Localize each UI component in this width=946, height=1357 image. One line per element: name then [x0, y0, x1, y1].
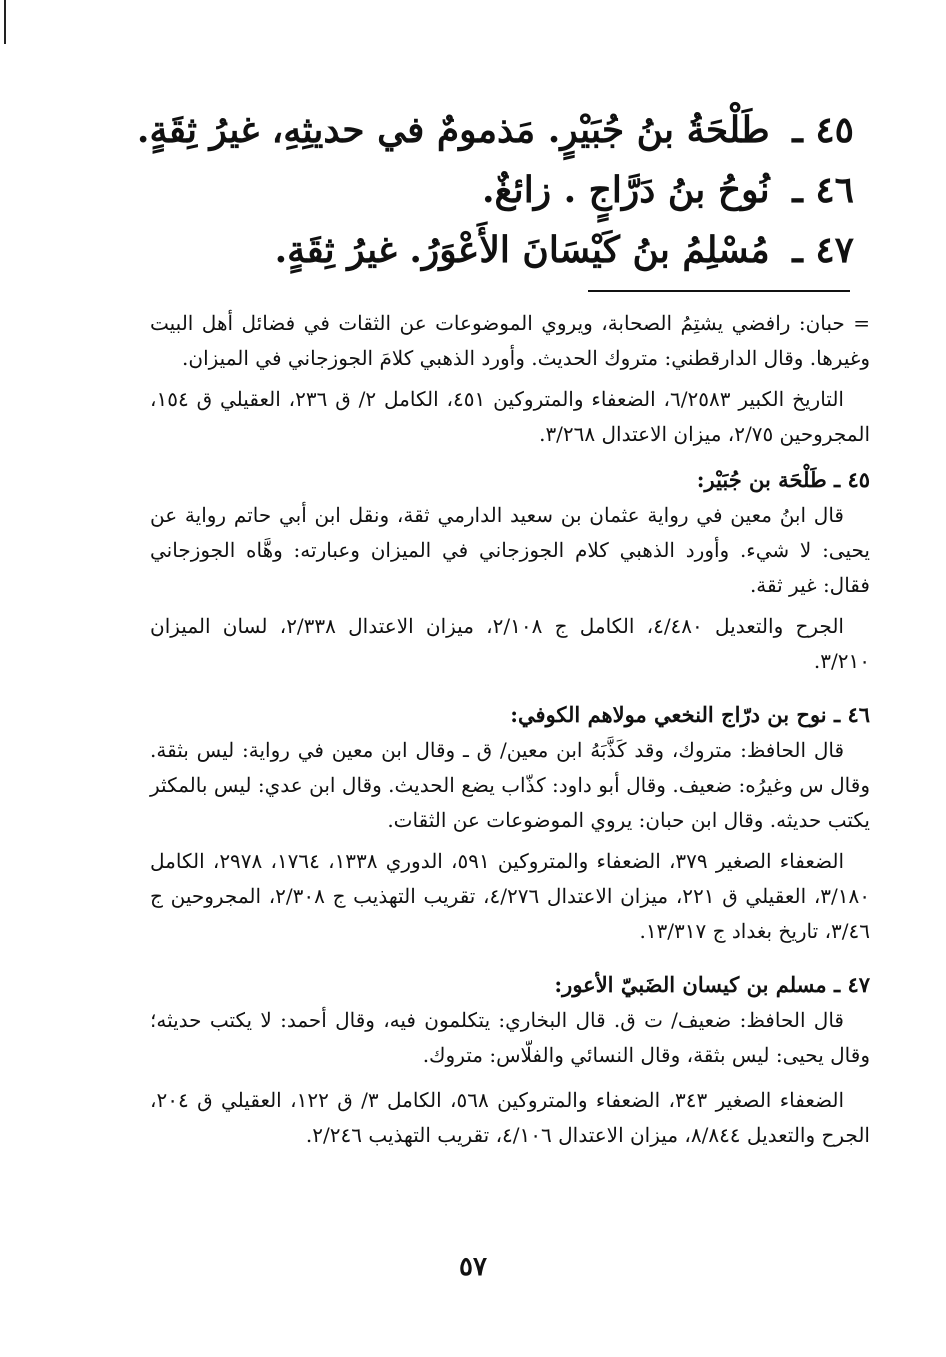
footnote-heading: ٤٦ ـ نوح بن درّاج النخعي مولاهم الكوفي:: [510, 702, 870, 727]
footnote-paragraph: قال الحافظ: ضعيف/ ت ق. قال البخاري: يتكلمون فيه، وقال أحمد: لا يكتب حديثه؛ وقال يحيى: ليس بثقة، وقال النسائي والفلّاس: متروك.: [150, 1008, 870, 1067]
entry-number: ٤٥ ـ: [792, 109, 854, 151]
footnote-references: الضعفاء الصغير ٣٤٣، الضعفاء والمتروكين ٥٦٨، الكامل ٣/ ق ١٢٢، العقيلي ق ٢٠٤، الجرح والتعديل ٨/٨٤٤، ميزان الاعتدال ٤/١٠٦، تقريب التهذيب ٢/٢٤٦.: [150, 1088, 870, 1147]
footnotes: [150, 306, 870, 1153]
footnote-paragraph: قال ابنُ معين في رواية عثمان بن سعيد الدارمي ثقة، ونقل ابن أبي حاتم رواية عن يحيى: لا شيء. وأورد الذهبي كلام الجوزجاني في الميزان وعبارته: وهَّاه الجوزجاني فقال: غير ثقة.: [150, 503, 870, 597]
footnote-heading: ٤٥ ـ طَلْحَة بن جُبَيْر:: [696, 467, 870, 492]
footnote-references: التاريخ الكبير ٦/٢٥٨٣، الضعفاء والمتروكين ٤٥١، الكامل ٢/ ق ٢٣٦، العقيلي ق ١٥٤، المجروحين ٢/٧٥، ميزان الاعتدال ٣/٢٦٨.: [150, 387, 870, 446]
entry-text: مُسْلِمُ بنُ كَيْسَانَ الأَعْوَرُ. غيرُ ثِقَةٍ.: [274, 229, 770, 271]
entry-number: ٤٧ ـ: [792, 229, 854, 271]
main-entries: [114, 100, 854, 280]
footnote-continued-text: = حبان: رافضي يشتِمُ الصحابة، ويروي الموضوعات عن الثقات في فضائل أهل البيت وغيرها. وقال الدارقطني: متروك الحديث. وأورد الذهبي كلامَ الجوزجاني في الميزان.: [150, 311, 870, 370]
footnote-references: الجرح والتعديل ٤/٤٨٠، الكامل ج ٢/١٠٨، ميزان الاعتدال ٢/٣٣٨، لسان الميزان ٣/٢١٠.: [150, 614, 870, 673]
scan-edge-line: [4, 0, 6, 44]
main-entry: [114, 220, 854, 280]
main-entry: [114, 160, 854, 220]
footnote-divider: [588, 290, 850, 292]
entry-text: نُوحُ بنُ دَرَّاجٍ . زائغٌ.: [481, 169, 770, 211]
footnote-references: الضعفاء الصغير ٣٧٩، الضعفاء والمتروكين ٥٩١، الدوري ١٣٣٨، ١٧٦٤، ٢٩٧٨، الكامل ٣/١٨٠، العقيلي ق ٢٢١، ميزان الاعتدال ٤/٢٧٦، تقريب التهذيب ج ٢/٣٠٨، المجروحين ج ٣/٤٦، تاريخ بغداد ج ١٣/٣١٧.: [150, 849, 870, 943]
page-number: ٥٧: [459, 1252, 487, 1282]
footnote-heading: ٤٧ ـ مسلم بن كيسان الضَبيّ الأعور:: [554, 972, 870, 997]
entry-number: ٤٦ ـ: [792, 169, 854, 211]
footnote-paragraph: قال الحافظ: متروك، وقد كَذَّبَهُ ابن معين/ ق ـ وقال ابن معين في رواية: ليس بثقة. وقال س وغيرُه: ضعيف. وقال أبو داود: كذّاب يضع الحديث. وقال ابن عدي: ليس بالمكثر يكتب حديثه. وقال ابن حبان: يروي الموضوعات عن الثقات.: [150, 738, 870, 832]
main-entry: [114, 100, 854, 160]
entry-text: طَلْحَةُ بنُ جُبَيْرٍ. مَذمومٌ في حديثِهِ، غيرُ ثِقَةٍ.: [136, 109, 770, 151]
